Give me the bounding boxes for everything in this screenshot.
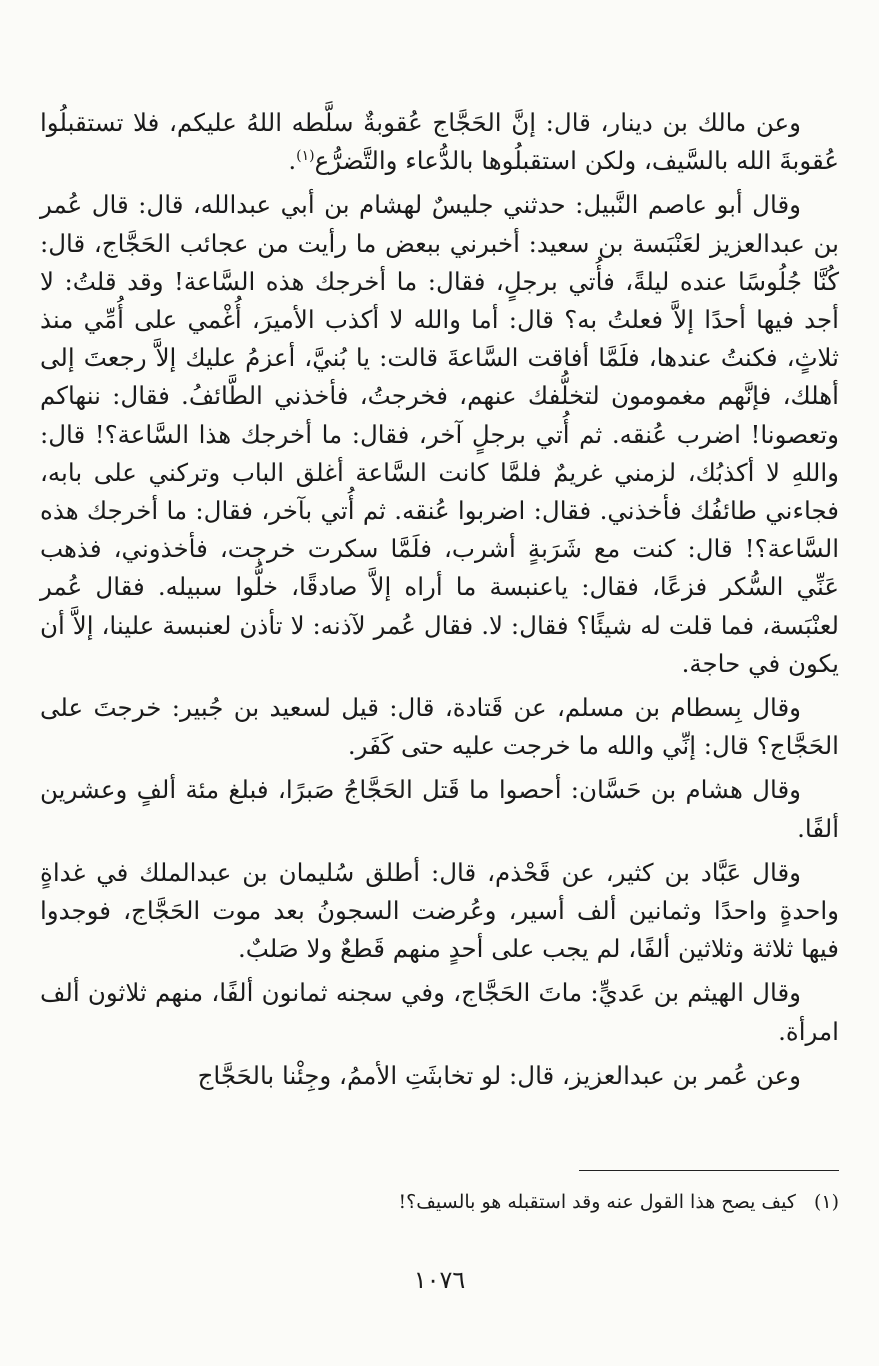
paragraph-5: وقال عَبَّاد بن كثير، عن قَحْذم، قال: أطلق سُليمان بن عبدالملك في غداةٍ واحدةٍ واحدًا وثمانين ألف أسير، وعُرضت السجونُ بعد موت الحَجَّاج، فوجدوا فيها ثلاثة وثلاثين ألفًا، لم يجب على أحدٍ منهم قَطعٌ ولا صَلبٌ. [40,857,839,964]
paragraph-1 [40,104,839,180]
footnote-marker: (١) [296,148,315,165]
paragraph-3: وقال بِسطام بن مسلم، عن قَتادة، قال: قيل لسعيد بن جُبير: خرجتَ على الحَجَّاج؟ قال: إنِّي والله ما خرجت عليه حتى كَفَر. [40,693,839,761]
footnote-text: كيف يصح هذا القول عنه وقد استقبله هو بالسيف؟! [398,1191,796,1213]
paragraph-4: وقال هشام بن حَسَّان: أحصوا ما قَتل الحَجَّاجُ صَبرًا، فبلغ مئة ألفٍ وعشرين ألفًا. [40,775,839,843]
paragraph-6: وقال الهيثم بن عَديٍّ: ماتَ الحَجَّاج، وفي سجنه ثمانون ألفًا، منهم ثلاثون ألف امرأة. [40,978,839,1046]
page-number: ١٠٧٦ [413,1266,466,1294]
main-text [40,104,839,1095]
paragraph-1-text: وعن مالك بن دينار، قال: إنَّ الحَجَّاج عُقوبةٌ سلَّطه اللهُ عليكم، فلا تستقبلُوا عُقوبةَ الله بالسَّيف، ولكن استقبلُوها بالدُّعاء والتَّضرُّع [40,108,839,176]
footnote-divider [579,1170,839,1171]
paragraph-7: وعن عُمر بن عبدالعزيز، قال: لو تخابثَتِ الأممُ، وجِئْنا بالحَجَّاج [197,1060,801,1090]
footnote-number: (١) [813,1191,839,1213]
paragraph-1-end: . [288,146,297,176]
paragraph-2: وقال أبو عاصم النَّبيل: حدثني جليسٌ لهشام بن أبي عبدالله، قال: قال عُمر بن عبدالعزيز لعَنْبَسة بن سعيد: أخبرني ببعض ما رأيت من عجائب الحَجَّاج، قال: كُنَّا جُلُوسًا عنده ليلةً، فأُتي برجلٍ، فقال: ما أخرجك هذه السَّاعة! وقد قلتُ: لا أجد فيها أحدًا إلاَّ فعلتُ به؟ قال: أما والله لا أكذب الأميرَ، أُغْمي على أُمِّي منذ ثلاثٍ، فكنتُ عندها، فلَمَّا أفاقت السَّاعةَ قالت: يا بُنيَّ، أعزمُ عليك إلاَّ رجعتَ إلى أهلك، فإنَّهم مغمومون لتخلُّفك عنهم، فخرجتُ، فأخذني الطَّائفُ. فقال: ننهاكم وتعصونا! اضرب عُنقه. ثم أُتي برجلٍ آخر، فقال: ما أخرجك هذا السَّاعة؟! قال: واللهِ لا أكذبُك، لزمني غريمٌ فلمَّا كانت السَّاعة أغلق الباب وتركني على بابه، فجاءني طائفُك فأخذني. فقال: اضربوا عُنقه. ثم أُتي بآخر، فقال: ما أخرجك هذه السَّاعة؟! قال: كنت مع شَرَبةٍ أشرب، فلَمَّا سكرت خرجت، فأخذوني، فذهب عَنِّي السُّكر فزعًا، فقال: ياعنبسة ما أراه إلاَّ صادقًا، خلُّوا سبيله. فقال عُمر لعنْبَسة، فما قلت له شيئًا؟ فقال: لا. فقال عُمر لآذنه: لا تأذن لعنبسة علينا، إلاَّ أن يكون في حاجة. [40,190,839,678]
footnote [40,1188,839,1216]
